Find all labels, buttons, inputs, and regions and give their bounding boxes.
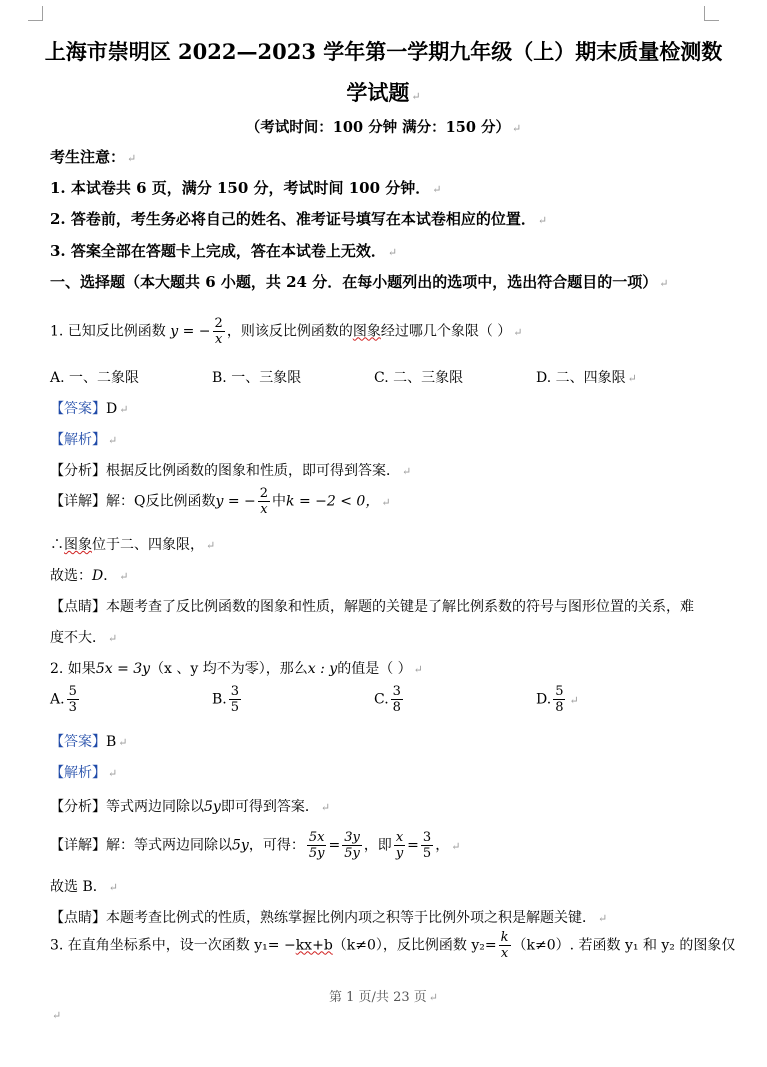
corner-mark-right	[704, 6, 719, 21]
notice-item-2: 2. 答卷前，考生务必将自己的姓名、准考证号填写在本试卷相应的位置． ↵	[50, 210, 548, 228]
notice-heading: 考生注意： ↵	[50, 148, 137, 166]
q2-option-a: A. $\frac{5}{3}$	[50, 684, 77, 715]
q2-analysis-label: 【解析】 ↵	[50, 765, 118, 781]
q3-stem: 3. 在直角坐标系中，设一次函数 y₁= −kx+b（k≠0），反比例函数 y₂= $\frac{k}{x}$ （k≠0）. 若函数 y₁ 和 y₂ 的图象仅	[50, 930, 736, 961]
q2-choose: 故选 B． ↵	[50, 879, 118, 895]
notice-item-1: 1. 本试卷共 6 页，满分 150 分，考试时间 100 分钟． ↵	[50, 179, 442, 197]
section-heading: 一、选择题（本大题共 6 小题，共 24 分．在每小题列出的选项中，选出符合题目的一项） ↵	[50, 273, 669, 291]
q1-detail-fraction: $\frac{2}{x}$	[259, 486, 269, 517]
q2-comment: 【点睛】本题考查比例式的性质，熟练掌握比例内项之积等于比例外项之积是解题关键． ↵	[50, 910, 608, 926]
q1-option-b: B. 一、三象限	[212, 370, 302, 386]
corner-mark-left	[28, 6, 43, 21]
q1-therefore: ∴图象位于二、四象限， ↵	[50, 537, 216, 553]
q1-stem: 1. 已知反比例函数 y = − $\frac{2}{x}$ ，则该反比例函数的图象经过哪几个象限（ ） ↵	[50, 316, 523, 347]
q1-comment-2: 度不大． ↵	[50, 630, 118, 646]
q2-option-b: B. $\frac{3}{5}$	[212, 684, 240, 715]
q1-option-a: A. 一、二象限	[50, 370, 140, 386]
q2-option-d: D. $\frac{5}{8}$ ↵	[536, 684, 579, 715]
q1-answer: 【答案】D ↵	[50, 401, 129, 417]
q1-fraction: $\frac{2}{x}$	[214, 316, 223, 347]
q1-choose: 故选：D． ↵	[50, 568, 129, 584]
q1-fenxi: 【分析】根据反比例函数的图象和性质，即可得到答案． ↵	[50, 463, 412, 479]
title-line-2: 学试题 ↵	[346, 80, 421, 105]
q2-detail: 【详解】解：等式两边同除以5y，可得： $\frac{5x}{5y}$ = $\frac{3y}{5y}$ ，即 $\frac{x}{y}$ = $\frac{3}{5}$ ， ↵	[50, 830, 461, 861]
q1-comment-1: 【点睛】本题考查了反比例函数的图象和性质，解题的关键是了解比例系数的符号与图形位置的关系，难	[50, 599, 694, 615]
q2-fenxi: 【分析】等式两边同除以5y即可得到答案． ↵	[50, 799, 331, 815]
trailing-paragraph-mark: ↵	[52, 1009, 62, 1022]
q2-stem: 2. 如果5x = 3y（x 、y 均不为零），那么x : y的值是（ ） ↵	[50, 661, 423, 677]
subtitle: （考试时间：100 分钟 满分：150 分） ↵	[245, 119, 522, 136]
q1-option-d: D. 二、四象限 ↵	[536, 370, 637, 386]
q1-analysis-label: 【解析】 ↵	[50, 432, 118, 448]
q1-option-c: C. 二、三象限	[374, 370, 464, 386]
page-footer: 第 1 页/共 23 页 ↵	[329, 990, 438, 1005]
title-line-1: 上海市崇明区 2022—2023 学年第一学期九年级（上）期末质量检测数	[44, 39, 723, 64]
q2-option-c: C. $\frac{3}{8}$	[374, 684, 401, 715]
q1-detail: 【详解】解：Q反比例函数y = − $\frac{2}{x}$ 中k = −2 < 0， ↵	[50, 486, 391, 517]
notice-item-3: 3. 答案全部在答题卡上完成，答在本试卷上无效． ↵	[50, 242, 398, 260]
q2-answer: 【答案】B ↵	[50, 734, 128, 750]
